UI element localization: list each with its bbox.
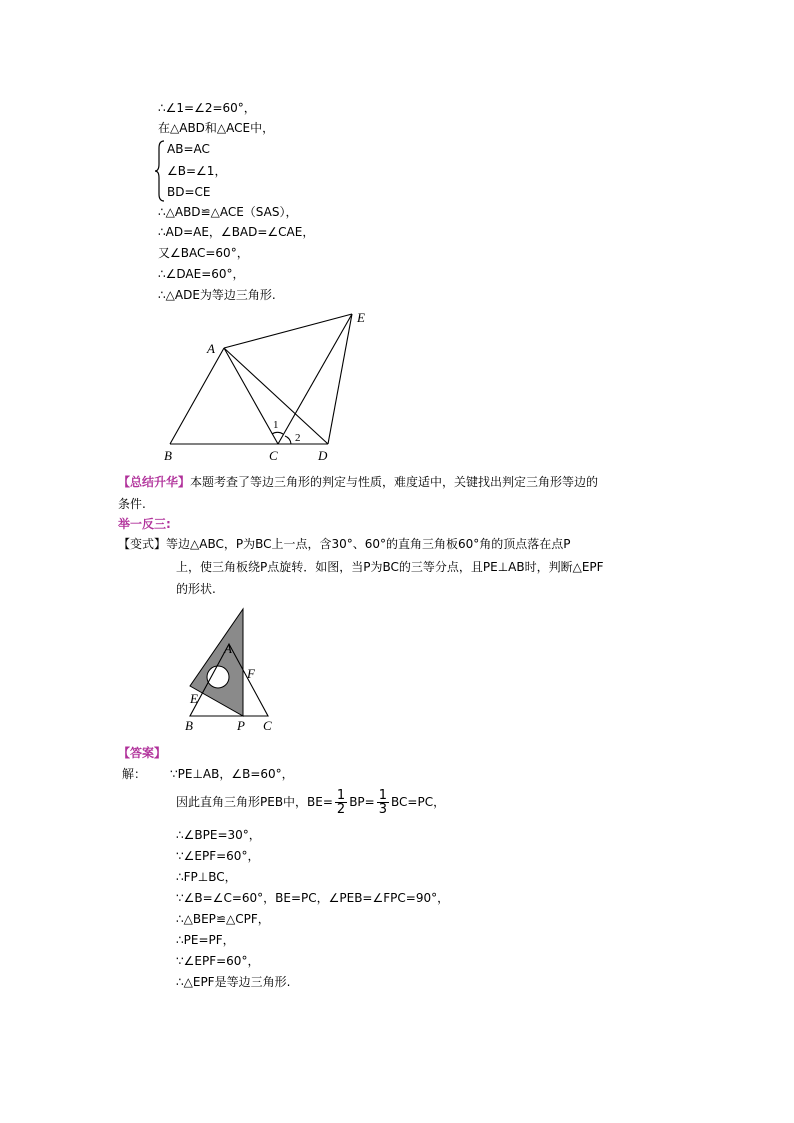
fraction-half (335, 789, 347, 816)
variant-line-2: 上，使三角板绕P点旋转．如图，当P为BC的三等分点，且PE⊥AB时，判断△EPF (176, 560, 604, 574)
label2-B: B (185, 718, 193, 733)
variant-line-3: 的形状. (176, 582, 216, 596)
answer-tag: 【答案】 (118, 746, 167, 760)
system-brace (154, 140, 166, 202)
label-D: D (318, 448, 328, 463)
variant-header: 举一反三: (118, 517, 171, 531)
proof-line-4: ∴AD=AE，∠BAD=∠CAE， (158, 225, 315, 239)
fraction-third-num: 1 (378, 788, 388, 803)
answer-line-2c: BC=PC， (391, 795, 446, 809)
system-line-2: ∠B=∠1， (167, 164, 227, 178)
answer-line-5: ∴FP⊥BC， (176, 870, 237, 884)
fraction-half-den: 2 (336, 802, 346, 817)
answer-line-10: ∴△EPF是等边三角形. (176, 975, 291, 989)
system-line-3: BD=CE (167, 185, 211, 199)
answer-jie: 解： (122, 767, 147, 781)
figure-2-triangle-set-square (180, 605, 280, 735)
answer-line-9: ∵∠EPF=60°， (176, 954, 260, 968)
answer-line-1: ∵PE⊥AB，∠B=60°， (170, 767, 294, 781)
answer-line-8: ∴PE=PF， (176, 933, 235, 947)
answer-line-2a: 因此直角三角形PEB中，BE= (176, 795, 333, 809)
label-A: A (207, 341, 215, 356)
summary-line-1 (118, 473, 598, 491)
label2-F: F (247, 666, 255, 681)
answer-line-2b: BP= (349, 795, 375, 809)
proof-line-3: ∴△ABD≌△ACE（SAS）， (158, 205, 298, 219)
system-line-1: AB=AC (167, 142, 210, 156)
proof-line-5: 又∠BAC=60°， (158, 246, 249, 260)
label2-P: P (237, 718, 245, 733)
answer-line-3: ∴∠BPE=30°， (176, 828, 261, 842)
label-B: B (164, 448, 172, 463)
label-C: C (269, 448, 278, 463)
label-angle-2: 2 (295, 432, 301, 444)
variant-line-1 (118, 535, 571, 553)
answer-line-6: ∵∠B=∠C=60°，BE=PC，∠PEB=∠FPC=90°， (176, 891, 450, 905)
fraction-half-num: 1 (336, 788, 346, 803)
fraction-third (377, 789, 389, 816)
figure-1-triangles (160, 305, 380, 465)
proof-line-7: ∴△ADE为等边三角形. (158, 288, 276, 302)
summary-tag: 【总结升华】 (118, 475, 191, 489)
label2-E: E (190, 691, 198, 706)
summary-line-2: 条件. (118, 497, 146, 511)
label-angle-1: 1 (273, 419, 279, 431)
label-E: E (357, 310, 365, 325)
answer-line-4: ∵∠EPF=60°， (176, 849, 260, 863)
fraction-third-den: 3 (378, 802, 388, 817)
label2-A: A (224, 641, 232, 656)
answer-line-7: ∴△BEP≌△CPF， (176, 912, 270, 926)
summary-text-1: 本题考查了等边三角形的判定与性质，难度适中，关键找出判定三角形等边的 (190, 475, 599, 489)
variant-tag: 【变式】 (118, 537, 167, 551)
proof-line-2: 在△ABD和△ACE中， (158, 121, 275, 135)
label2-C: C (263, 718, 272, 733)
proof-line-1: ∴∠1=∠2=60°， (158, 101, 256, 115)
answer-line-2 (176, 786, 445, 818)
variant-text-1: 等边△ABC，P为BC上一点，含30°、60°的直角三角板60°角的顶点落在点P (166, 537, 571, 551)
proof-line-6: ∴∠DAE=60°， (158, 267, 245, 281)
